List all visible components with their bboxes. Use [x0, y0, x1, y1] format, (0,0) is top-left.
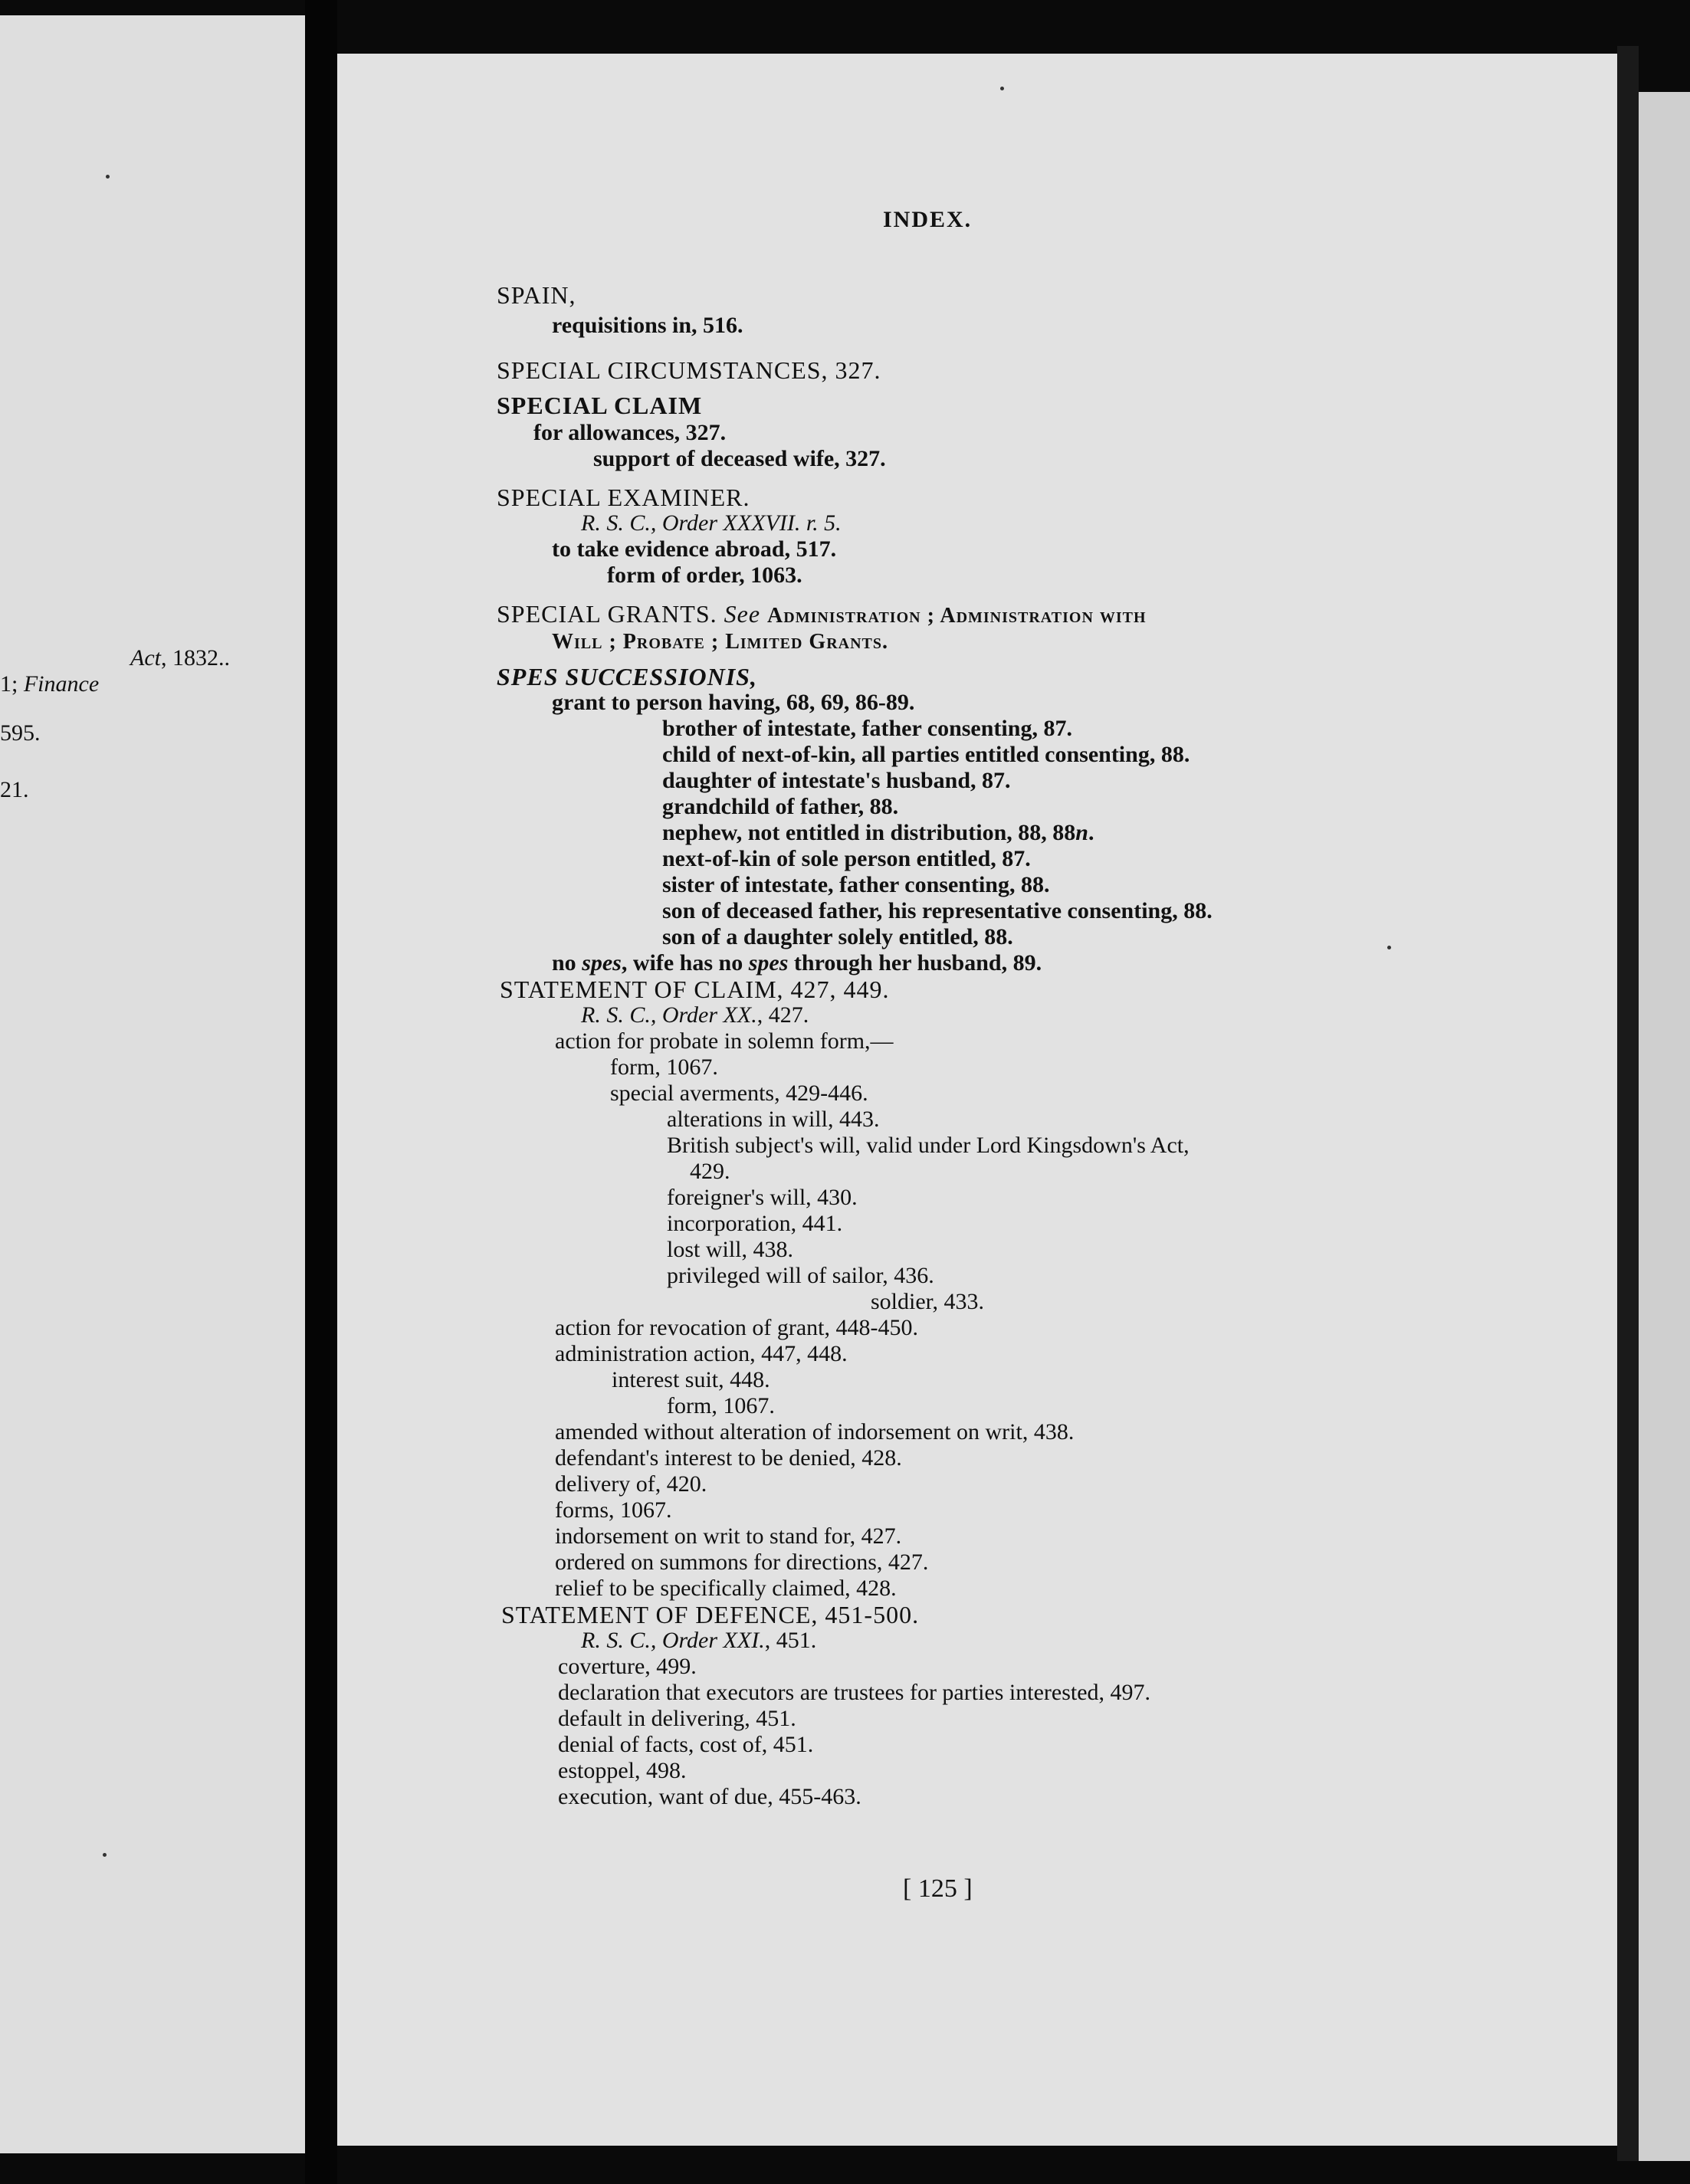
index-subentry: next-of-kin of sole person entitled, 87. [662, 846, 1031, 871]
index-subentry: 429. [690, 1159, 730, 1184]
index-subentry: son of a daughter solely entitled, 88. [662, 924, 1013, 949]
index-subentry: foreigner's will, 430. [667, 1185, 858, 1210]
index-subentry: privileged will of sailor, 436. [667, 1263, 934, 1288]
left-fragment [130, 645, 230, 671]
index-subentry: relief to be specifically claimed, 428. [555, 1576, 897, 1601]
left-fragment-italic: Finance [23, 671, 100, 697]
index-subentry: no spes, wife has no spes through her husband, 89. [552, 950, 1042, 976]
book-gutter [305, 0, 337, 2184]
index-heading: SPECIAL CLAIM [497, 392, 703, 419]
index-heading: SPECIAL EXAMINER. [497, 484, 750, 511]
index-subentry: grant to person having, 68, 69, 86-89. [552, 690, 915, 715]
running-head: INDEX. [883, 207, 973, 232]
left-fragment [0, 671, 99, 697]
index-subentry: estoppel, 498. [558, 1758, 687, 1783]
index-subentry: to take evidence abroad, 517. [552, 536, 837, 562]
index-subentry: indorsement on writ to stand for, 427. [555, 1523, 902, 1549]
index-subentry: soldier, 433. [871, 1289, 984, 1314]
dust-speck [1387, 946, 1391, 949]
index-subentry: nephew, not entitled in distribution, 88, 88n. [662, 820, 1094, 845]
index-subentry: brother of intestate, father consenting, 87. [662, 716, 1072, 741]
index-heading: SPECIAL CIRCUMSTANCES, 327. [497, 356, 881, 384]
rules-reference: R. S. C., Order XX., 427. [581, 1002, 809, 1028]
index-subentry: ordered on summons for directions, 427. [555, 1549, 929, 1575]
index-subentry: interest suit, 448. [612, 1367, 770, 1392]
index-subentry: action for probate in solemn form,— [555, 1028, 894, 1054]
index-heading: SPAIN, [497, 281, 576, 309]
index-heading: SPES SUCCESSIONIS, [497, 663, 757, 690]
index-subentry: incorporation, 441. [667, 1211, 843, 1236]
index-subentry: form, 1067. [610, 1054, 718, 1080]
index-subentry: forms, 1067. [555, 1497, 672, 1523]
index-subentry: default in delivering, 451. [558, 1706, 796, 1731]
dust-speck [103, 1853, 107, 1857]
left-fragment-italic: Act [130, 645, 161, 671]
cross-reference: Will ; Probate ; Limited Grants. [552, 630, 889, 654]
index-subentry: amended without alteration of indorsement on writ, 438. [555, 1419, 1075, 1445]
left-fragment-text: , 1832.. [160, 645, 230, 671]
index-subentry: declaration that executors are trustees for parties interested, 497. [558, 1680, 1151, 1705]
index-subentry: administration action, 447, 448. [555, 1341, 848, 1366]
left-fragment-text: 21. [0, 777, 29, 802]
index-subentry: delivery of, 420. [555, 1471, 707, 1497]
index-subentry: execution, want of due, 455-463. [558, 1784, 861, 1809]
index-subentry: grandchild of father, 88. [662, 794, 899, 819]
index-subentry: daughter of intestate's husband, 87. [662, 768, 1011, 793]
index-subentry: sister of intestate, father consenting, 88. [662, 872, 1050, 897]
left-fragment [0, 777, 29, 803]
index-subentry: alterations in will, 443. [667, 1107, 880, 1132]
page-number: [ 125 ] [903, 1874, 973, 1903]
index-subentry: action for revocation of grant, 448-450. [555, 1315, 919, 1340]
index-subentry: defendant's interest to be denied, 428. [555, 1445, 902, 1471]
index-heading: STATEMENT OF DEFENCE, 451-500. [501, 1601, 920, 1628]
left-fragment-text: 595. [0, 720, 41, 746]
dust-speck [106, 175, 110, 179]
index-subentry: special averments, 429-446. [610, 1081, 868, 1106]
index-subentry: form, 1067. [667, 1393, 775, 1418]
index-heading: SPECIAL GRANTS. See Administration ; Administration with [497, 600, 1147, 628]
dust-speck [1000, 87, 1004, 90]
index-subentry: coverture, 499. [558, 1654, 697, 1679]
left-fragment [0, 720, 41, 746]
index-subentry: British subject's will, valid under Lord Kingsdown's Act, [667, 1133, 1190, 1158]
index-subentry: son of deceased father, his representative consenting, 88. [662, 898, 1213, 923]
index-subentry: form of order, 1063. [607, 562, 802, 588]
index-subentry: denial of facts, cost of, 451. [558, 1732, 814, 1757]
index-subentry: requisitions in, 516. [552, 313, 743, 338]
rules-reference: R. S. C., Order XXI., 451. [581, 1628, 817, 1653]
index-subentry: child of next-of-kin, all parties entitled consenting, 88. [662, 742, 1190, 767]
index-subentry: support of deceased wife, 327. [593, 446, 886, 471]
left-fragment-text: 1; [0, 671, 24, 697]
index-subentry: for allowances, 327. [533, 420, 727, 445]
index-heading: STATEMENT OF CLAIM, 427, 449. [500, 976, 890, 1003]
facing-page-left [0, 15, 305, 2153]
rules-reference: R. S. C., Order XXXVII. r. 5. [581, 510, 842, 536]
next-page-edge [1639, 92, 1690, 2161]
index-subentry: lost will, 438. [667, 1237, 794, 1262]
page-edge [1617, 46, 1639, 2161]
